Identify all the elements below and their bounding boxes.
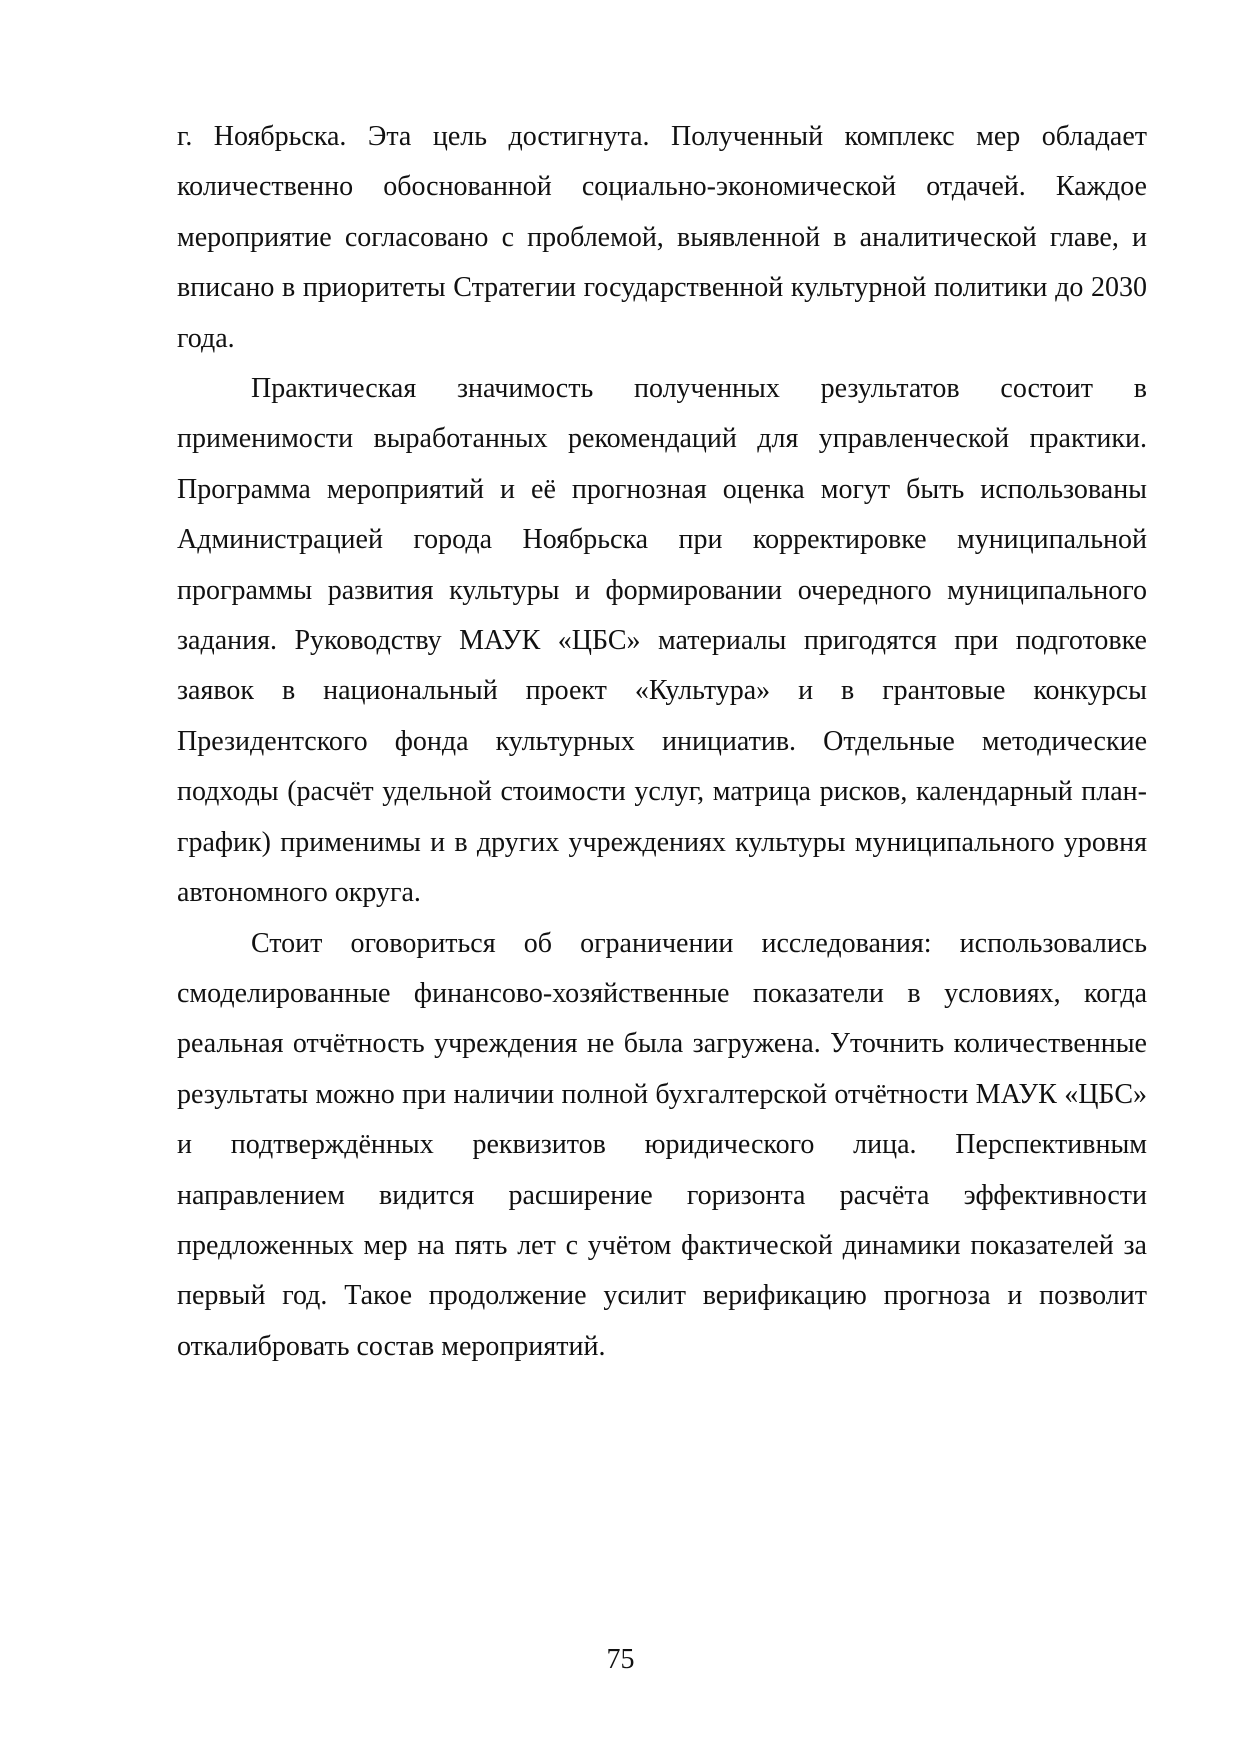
paragraph-limitations: Стоит оговориться об ограничении исследования: использовались смоделированные финансово-хозяйственные показатели в условиях, когда реальная отчётность учреждения не была загружена. Уточнить количественные результаты можно при наличии полной бухгалтерской отчётности МАУК «ЦБС» и подтверждённых реквизитов юридического лица. Перспективным направлением видится расширение горизонта расчёта эффективности предложенных мер на пять лет с учётом фактической динамики показателей за первый год. Такое продолжение усилит верификацию прогноза и позволит откалибровать состав мероприятий. xyxy=(177,927,1147,1362)
paragraph-practical-significance: Практическая значимость полученных результатов состоит в применимости выработанных рекомендаций для управленческой практики. Программа мероприятий и её прогнозная оценка могут быть использованы Администрацией города Ноябрьска при корректировке муниципальной программы развития культуры и формировании очередного муниципального задания. Руководству МАУК «ЦБС» материалы пригодятся при подготовке заявок в национальный проект «Культура» и в грантовые конкурсы Президентского фонда культурных инициатив. Отдельные методические подходы (расчёт удельной стоимости услуг, матрица рисков, календарный план-график) применимы и в других учреждениях культуры муниципального уровня автономного округа. xyxy=(177,373,1147,909)
page-number: 75 xyxy=(606,1644,635,1675)
paragraph-continuation: г. Ноябрьска. Эта цель достигнута. Полученный комплекс мер обладает количественно обоснованной социально-экономической отдачей. Каждое мероприятие согласовано с проблемой, выявленной в аналитической главе, и вписано в приоритеты Стратегии государственной культурной политики до 2030 года. xyxy=(177,121,1147,354)
body-text xyxy=(177,112,1147,1372)
